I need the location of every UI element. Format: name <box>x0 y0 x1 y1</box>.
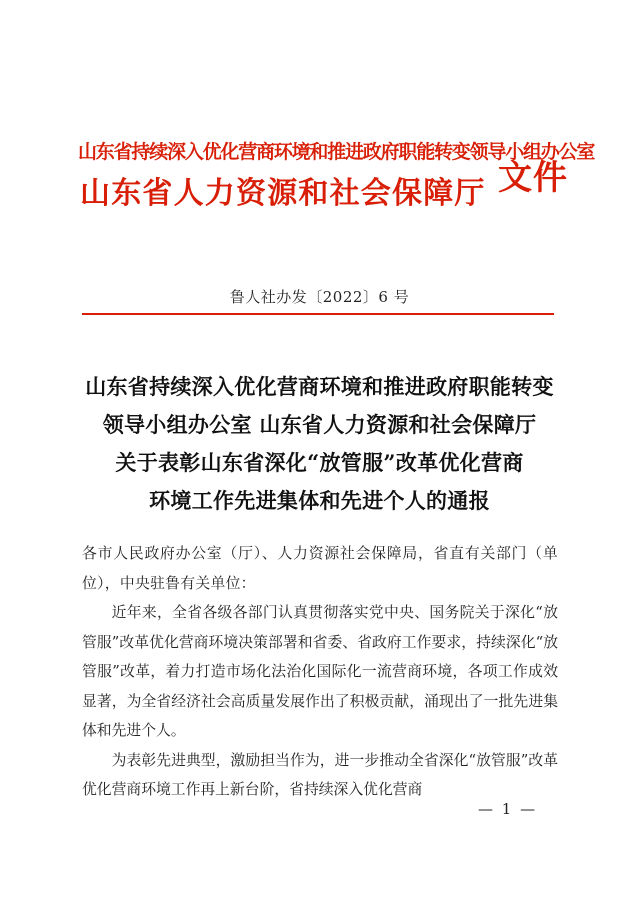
recipients: 各市人民政府办公室（厅）、人力资源社会保障局，省直有关部门（单位），中央驻鲁有关单位： <box>82 545 558 592</box>
body-paragraph: 为表彰先进典型，激励担当作为，进一步推动全省深化“放管服”改革优化营商环境工作再上新台阶，省持续深入优化营商 <box>82 751 558 798</box>
title-line: 环境工作先进集体和先进个人的通报 <box>149 488 490 513</box>
title-line: 关于表彰山东省深化“放管服”改革优化营商 <box>115 450 524 475</box>
issuer-line-1: 山东省持续深入优化营商环境和推进政府职能转变领导小组办公室 <box>78 141 595 163</box>
title-line: 领导小组办公室 山东省人力资源和社会保障厅 <box>102 412 537 437</box>
title-line: 山东省持续深入优化营商环境和推进政府职能转变 <box>85 374 554 399</box>
red-divider-line <box>82 313 554 315</box>
page-number: — 1 — <box>478 800 538 818</box>
document-number: 鲁人社办发〔2022〕6 号 <box>229 288 410 306</box>
document-label: 文件 <box>498 158 568 198</box>
issuer-line-2: 山东省人力资源和社会保障厅 <box>80 176 486 211</box>
body-paragraph: 近年来，全省各级各部门认真贯彻落实党中央、国务院关于深化“放管服”改革优化营商环境决策部署和省委、省政府工作要求，持续深化“放管服”改革，着力打造市场化法治化国际化一流营商环境，各项工作成效显著，为全省经济社会高质量发展作出了积极贡献，涌现出了一批先进集体和先进个人。 <box>82 604 558 739</box>
document-body <box>82 539 558 805</box>
document-title <box>60 368 579 520</box>
